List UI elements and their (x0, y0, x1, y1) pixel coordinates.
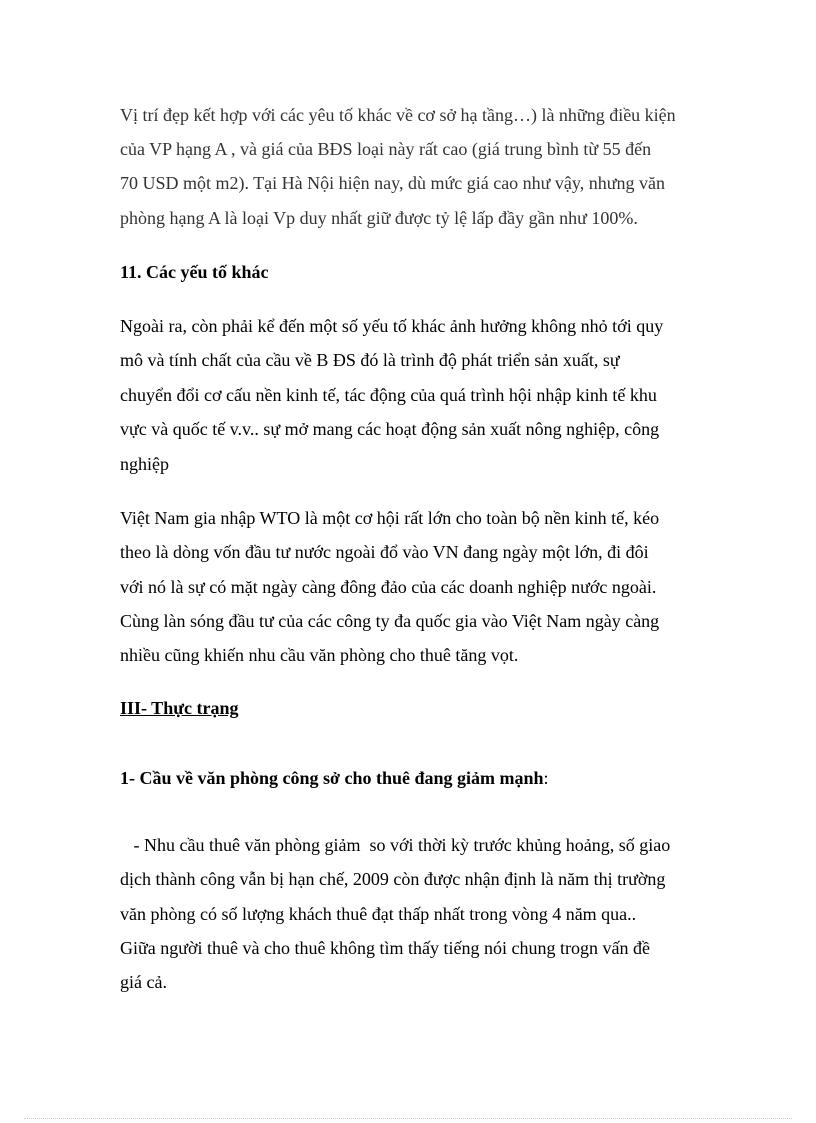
paragraph-2-line: Ngoài ra, còn phải kể đến một số yếu tố khác ảnh hưởng không nhỏ tới quy (120, 316, 664, 336)
paragraph-2-line: vực và quốc tế v.v.. sự mở mang các hoạt động sản xuất nông nghiệp, công (120, 419, 660, 439)
paragraph-1-line: phòng hạng A là loại Vp duy nhất giữ được tỷ lệ lấp đầy gần như 100%. (120, 208, 638, 228)
paragraph-3-line: Cùng làn sóng đầu tư của các công ty đa quốc gia vào Việt Nam ngày càng (120, 611, 660, 631)
subsection-heading-1 (120, 767, 549, 789)
section-heading-III: III- Thực trạng (120, 698, 239, 718)
subsection-heading-1-colon: : (543, 768, 549, 788)
subsection-heading-1-text: 1- Cầu về văn phòng công sở cho thuê đang giảm mạnh (120, 768, 544, 788)
paragraph-3-line: theo là dòng vốn đầu tư nước ngoài đổ vào VN đang ngày một lớn, đi đôi (120, 542, 649, 562)
page-bottom-divider (24, 1118, 792, 1119)
paragraph-4-line: - Nhu cầu thuê văn phòng giảm so với thời kỳ trước khủng hoảng, số giao (120, 835, 671, 855)
paragraph-2-line: mô và tính chất của cầu về B ĐS đó là trình độ phát triển sản xuất, sự (120, 350, 620, 370)
paragraph-2-line: chuyển đổi cơ cấu nền kinh tế, tác động của quá trình hội nhập kinh tế khu (120, 385, 657, 405)
paragraph-1-line: Vị trí đẹp kết hợp với các yêu tố khác về cơ sở hạ tầng…) là những điều kiện (120, 105, 676, 125)
paragraph-3-line: với nó là sự có mặt ngày càng đông đảo của các doanh nghiệp nước ngoài. (120, 577, 657, 597)
paragraph-4-line: văn phòng có số lượng khách thuê đạt thấp nhất trong vòng 4 năm qua.. (120, 904, 637, 924)
paragraph-4-line: Giữa người thuê và cho thuê không tìm thấy tiếng nói chung trogn vấn đề (120, 938, 650, 958)
paragraph-3-line: nhiều cũng khiến nhu cầu văn phòng cho thuê tăng vọt. (120, 645, 519, 665)
paragraph-4-line: dịch thành công vẫn bị hạn chế, 2009 còn được nhận định là năm thị trường (120, 869, 666, 889)
section-heading-11: 11. Các yếu tố khác (120, 262, 269, 282)
paragraph-1-line: 70 USD một m2). Tại Hà Nội hiện nay, dù mức giá cao như vậy, nhưng văn (120, 173, 666, 193)
paragraph-2-line: nghiệp (120, 454, 169, 474)
paragraph-3-line: Việt Nam gia nhập WTO là một cơ hội rất lớn cho toàn bộ nền kinh tế, kéo (120, 508, 660, 528)
paragraph-4-line: giá cả. (120, 972, 167, 992)
paragraph-1-line: của VP hạng A , và giá của BĐS loại này rất cao (giá trung bình từ 55 đến (120, 139, 652, 159)
